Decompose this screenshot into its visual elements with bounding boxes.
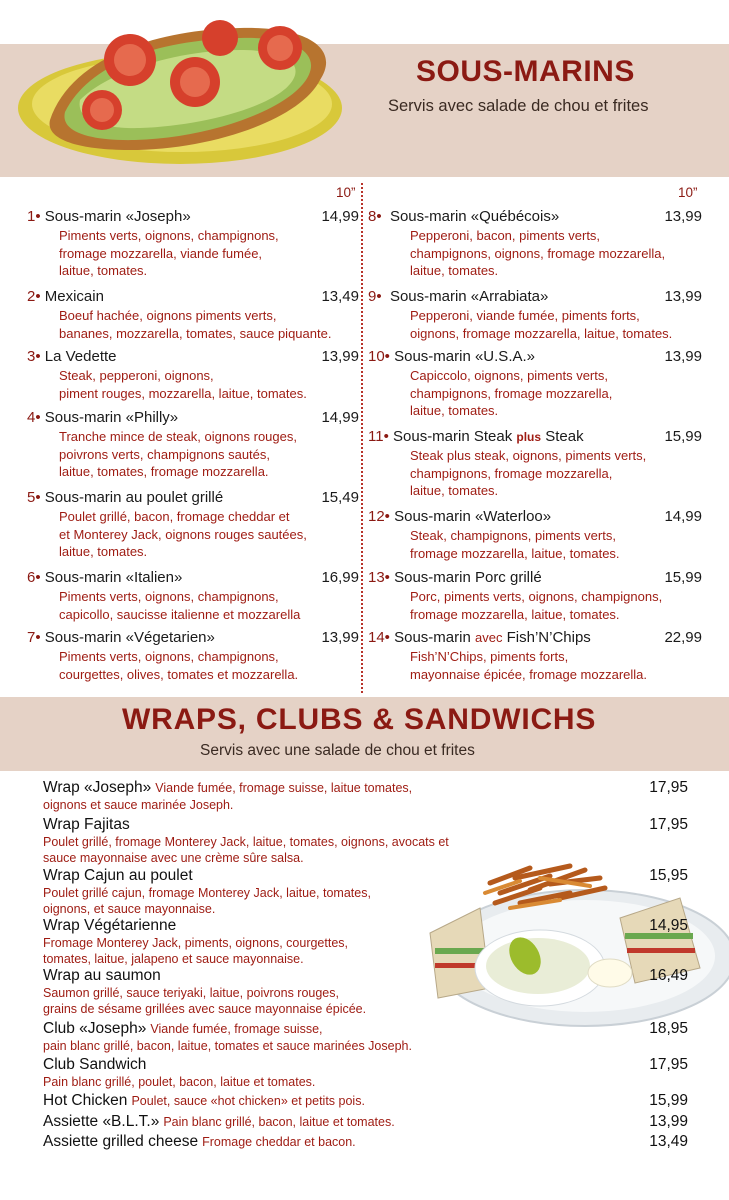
- item-number: 4•: [27, 409, 41, 426]
- item-price: 16,99: [321, 569, 359, 586]
- section-subtitle-wraps: Servis avec une salade de chou et frites: [200, 742, 475, 759]
- item-desc: champignons, fromage mozzarella,: [410, 465, 613, 481]
- section-title-subs: SOUS-MARINS: [416, 55, 635, 88]
- menu-item-4: [27, 409, 359, 481]
- item-desc: Pepperoni, bacon, piments verts,: [410, 228, 601, 243]
- item-number: 10•: [368, 348, 390, 365]
- item-desc: Pepperoni, viande fumée, piments forts,: [410, 308, 640, 323]
- item-price: 14,99: [321, 208, 359, 225]
- item-number: 2•: [27, 288, 41, 305]
- menu-item-9: [368, 288, 702, 342]
- item-name: Hot Chicken: [43, 1092, 128, 1109]
- item-desc: fromage mozzarella, laitue, tomates.: [410, 545, 620, 561]
- item-price: 17,95: [649, 816, 688, 833]
- sandwich-item-1: [43, 1092, 688, 1110]
- item-number: 12•: [368, 508, 390, 525]
- item-desc-inline: Viande fumée, fromage suisse, laitue tomates,: [155, 781, 413, 795]
- item-desc: Porc, piments verts, oignons, champignons,: [410, 589, 663, 604]
- item-name-keyword: plus: [516, 430, 542, 444]
- club-item-1: [43, 1020, 688, 1054]
- wrap-item-5: [43, 967, 688, 1017]
- item-desc: piment rouges, mozzarella, laitue, tomates.: [59, 385, 307, 401]
- item-number: 3•: [27, 348, 41, 365]
- item-price: 15,99: [664, 428, 702, 445]
- item-name: Wrap «Joseph»: [43, 779, 152, 796]
- item-name: Sous-marin «Italien»: [44, 569, 183, 586]
- item-name: Sous-marin Porc grillé: [394, 569, 542, 586]
- menu-item-2: [27, 288, 359, 342]
- item-desc-inline: Fromage cheddar et bacon.: [202, 1135, 356, 1149]
- item-desc: tomates, laitue, jalapeno et sauce mayonnaise.: [43, 952, 304, 966]
- item-desc: Poulet grillé, fromage Monterey Jack, laitue, tomates, oignons, avocats et: [43, 835, 449, 849]
- item-number: 6•: [27, 569, 41, 586]
- item-desc: courgettes, olives, tomates et mozzarella.: [59, 666, 299, 682]
- column-divider: [361, 183, 363, 693]
- item-price: 18,95: [649, 1020, 688, 1037]
- item-name: Assiette grilled cheese: [43, 1133, 199, 1150]
- item-desc: Steak, champignons, piments verts,: [410, 528, 616, 543]
- item-name: Sous-marin: [394, 629, 471, 646]
- item-desc: oignons et sauce marinée Joseph.: [43, 798, 234, 812]
- sandwich-item-2: [43, 1113, 688, 1131]
- item-name: Wrap Cajun au poulet: [43, 867, 193, 884]
- item-desc: Piments verts, oignons, champignons,: [59, 649, 279, 664]
- menu-item-6: [27, 569, 359, 623]
- item-desc: Poulet grillé, bacon, fromage cheddar et: [59, 509, 290, 524]
- item-name: Sous-marin «Philly»: [44, 409, 179, 426]
- item-desc: laitue, tomates.: [59, 263, 148, 278]
- item-price: 13,99: [321, 629, 359, 646]
- item-name: Wrap au saumon: [43, 967, 161, 984]
- item-number: 13•: [368, 569, 390, 586]
- item-desc-inline: Poulet, sauce «hot chicken» et petits pois.: [131, 1094, 365, 1108]
- item-price: 13,99: [649, 1113, 688, 1130]
- item-name: Steak: [545, 428, 584, 445]
- item-desc: Capiccolo, oignons, piments verts,: [410, 368, 608, 383]
- item-desc: laitue, tomates.: [59, 544, 148, 559]
- item-name: Fish’N’Chips: [506, 629, 591, 646]
- item-price: 13,99: [664, 348, 702, 365]
- item-price: 22,99: [664, 629, 702, 646]
- submarine-sandwich-image: [10, 0, 345, 188]
- sandwich-item-3: [43, 1133, 688, 1151]
- item-price: 13,99: [664, 208, 702, 225]
- menu-item-1: [27, 208, 359, 280]
- section-subtitle-subs: Servis avec salade de chou et frites: [388, 97, 649, 115]
- item-desc-inline: Viande fumée, fromage suisse,: [150, 1022, 323, 1036]
- item-number: 9•: [368, 288, 382, 305]
- item-price: 14,99: [321, 409, 359, 426]
- item-name: Sous-marin Steak: [393, 428, 513, 445]
- item-desc: capicollo, saucisse italienne et mozzarella: [59, 606, 301, 622]
- item-name: Sous-marin «Joseph»: [44, 208, 191, 225]
- item-desc: pain blanc grillé, bacon, laitue, tomates et sauce marinées Joseph.: [43, 1039, 412, 1053]
- item-desc: Fromage Monterey Jack, piments, oignons, courgettes,: [43, 936, 349, 950]
- item-desc: grains de sésame grillées avec sauce mayonnaise épicée.: [43, 1002, 367, 1016]
- item-name: Sous-marin «Waterloo»: [394, 508, 552, 525]
- item-name: Sous-marin «Végetarien»: [44, 629, 215, 646]
- item-desc: fromage mozzarella, laitue, tomates.: [410, 606, 620, 622]
- item-price: 14,95: [649, 917, 688, 934]
- item-name: Sous-marin au poulet grillé: [44, 489, 224, 506]
- item-desc: Saumon grillé, sauce teriyaki, laitue, poivrons rouges,: [43, 986, 339, 1000]
- item-desc: laitue, tomates, fromage mozzarella.: [59, 464, 269, 479]
- item-desc: Fish’N’Chips, piments forts,: [410, 649, 569, 664]
- item-price: 13,99: [664, 288, 702, 305]
- item-name: Wrap Fajitas: [43, 816, 130, 833]
- item-price: 13,49: [649, 1133, 688, 1150]
- item-name: Club Sandwich: [43, 1056, 147, 1073]
- item-desc: Piments verts, oignons, champignons,: [59, 228, 279, 243]
- menu-item-5: [27, 489, 359, 561]
- item-desc: Steak, pepperoni, oignons,: [59, 368, 214, 383]
- item-price: 14,99: [664, 508, 702, 525]
- item-desc: Piments verts, oignons, champignons,: [59, 589, 279, 604]
- item-desc: et Monterey Jack, oignons rouges sautées,: [59, 526, 307, 542]
- item-price: 15,99: [649, 1092, 688, 1109]
- menu-item-13: [368, 569, 702, 623]
- wrap-item-2: [43, 816, 688, 866]
- item-number: 11•: [368, 428, 389, 445]
- item-name: Sous-marin «Arrabiata»: [389, 288, 549, 305]
- item-desc: poivrons verts, champignons sautés,: [59, 446, 270, 462]
- item-desc: oignons, fromage mozzarella, laitue, tomates.: [410, 325, 673, 341]
- menu-item-12: [368, 508, 702, 562]
- item-price: 15,99: [664, 569, 702, 586]
- item-price: 16,49: [649, 967, 688, 984]
- item-desc: bananes, mozzarella, tomates, sauce piquante.: [59, 325, 332, 341]
- item-desc-inline: Pain blanc grillé, bacon, laitue et tomates.: [163, 1115, 395, 1129]
- item-desc: fromage mozzarella, viande fumée,: [59, 245, 263, 261]
- item-name: Mexicain: [44, 288, 104, 305]
- item-price: 17,95: [649, 779, 688, 796]
- menu-item-14: [368, 629, 702, 683]
- menu-item-7: [27, 629, 359, 683]
- item-desc: mayonnaise épicée, fromage mozzarella.: [410, 666, 648, 682]
- item-name: Sous-marin «Québécois»: [389, 208, 560, 225]
- item-number: 7•: [27, 629, 41, 646]
- wrap-item-3: [43, 867, 688, 917]
- menu-item-3: [27, 348, 359, 402]
- item-price: 13,49: [321, 288, 359, 305]
- item-desc: laitue, tomates.: [410, 403, 499, 418]
- item-name: Wrap Végétarienne: [43, 917, 177, 934]
- item-name: La Vedette: [44, 348, 117, 365]
- menu-item-8: [368, 208, 702, 280]
- item-desc: oignons, et sauce mayonnaise.: [43, 902, 216, 916]
- menu-item-11: [368, 428, 702, 500]
- item-number: 14•: [368, 629, 390, 646]
- section-title-wraps: WRAPS, CLUBS & SANDWICHS: [122, 703, 597, 736]
- item-name: Assiette «B.L.T.»: [43, 1113, 160, 1130]
- item-desc: laitue, tomates.: [410, 263, 499, 278]
- item-desc: Boeuf hachée, oignons piments verts,: [59, 308, 277, 323]
- item-desc: Poulet grillé cajun, fromage Monterey Jack, laitue, tomates,: [43, 886, 371, 900]
- wrap-item-1: [43, 779, 688, 813]
- item-price: 15,49: [321, 489, 359, 506]
- club-item-2: [43, 1056, 688, 1090]
- size-label-left: 10”: [336, 185, 356, 200]
- item-desc: sauce mayonnaise avec une crème sûre salsa.: [43, 851, 304, 865]
- item-price: 15,95: [649, 867, 688, 884]
- item-number: 1•: [27, 208, 41, 225]
- item-name: Sous-marin «U.S.A.»: [394, 348, 535, 365]
- item-desc: Pain blanc grillé, poulet, bacon, laitue et tomates.: [43, 1075, 316, 1089]
- wrap-item-4: [43, 917, 688, 967]
- item-desc: Steak plus steak, oignons, piments verts,: [410, 448, 647, 463]
- item-desc: champignons, oignons, fromage mozzarella,: [410, 245, 666, 261]
- item-name-keyword: avec: [474, 630, 503, 645]
- menu-item-10: [368, 348, 702, 420]
- size-label-right: 10”: [678, 185, 698, 200]
- item-desc: laitue, tomates.: [410, 483, 499, 498]
- item-number: 5•: [27, 489, 41, 506]
- item-price: 17,95: [649, 1056, 688, 1073]
- item-price: 13,99: [321, 348, 359, 365]
- item-name: Club «Joseph»: [43, 1020, 147, 1037]
- item-desc: champignons, fromage mozzarella,: [410, 385, 613, 401]
- item-number: 8•: [368, 208, 382, 225]
- item-desc: Tranche mince de steak, oignons rouges,: [59, 429, 297, 444]
